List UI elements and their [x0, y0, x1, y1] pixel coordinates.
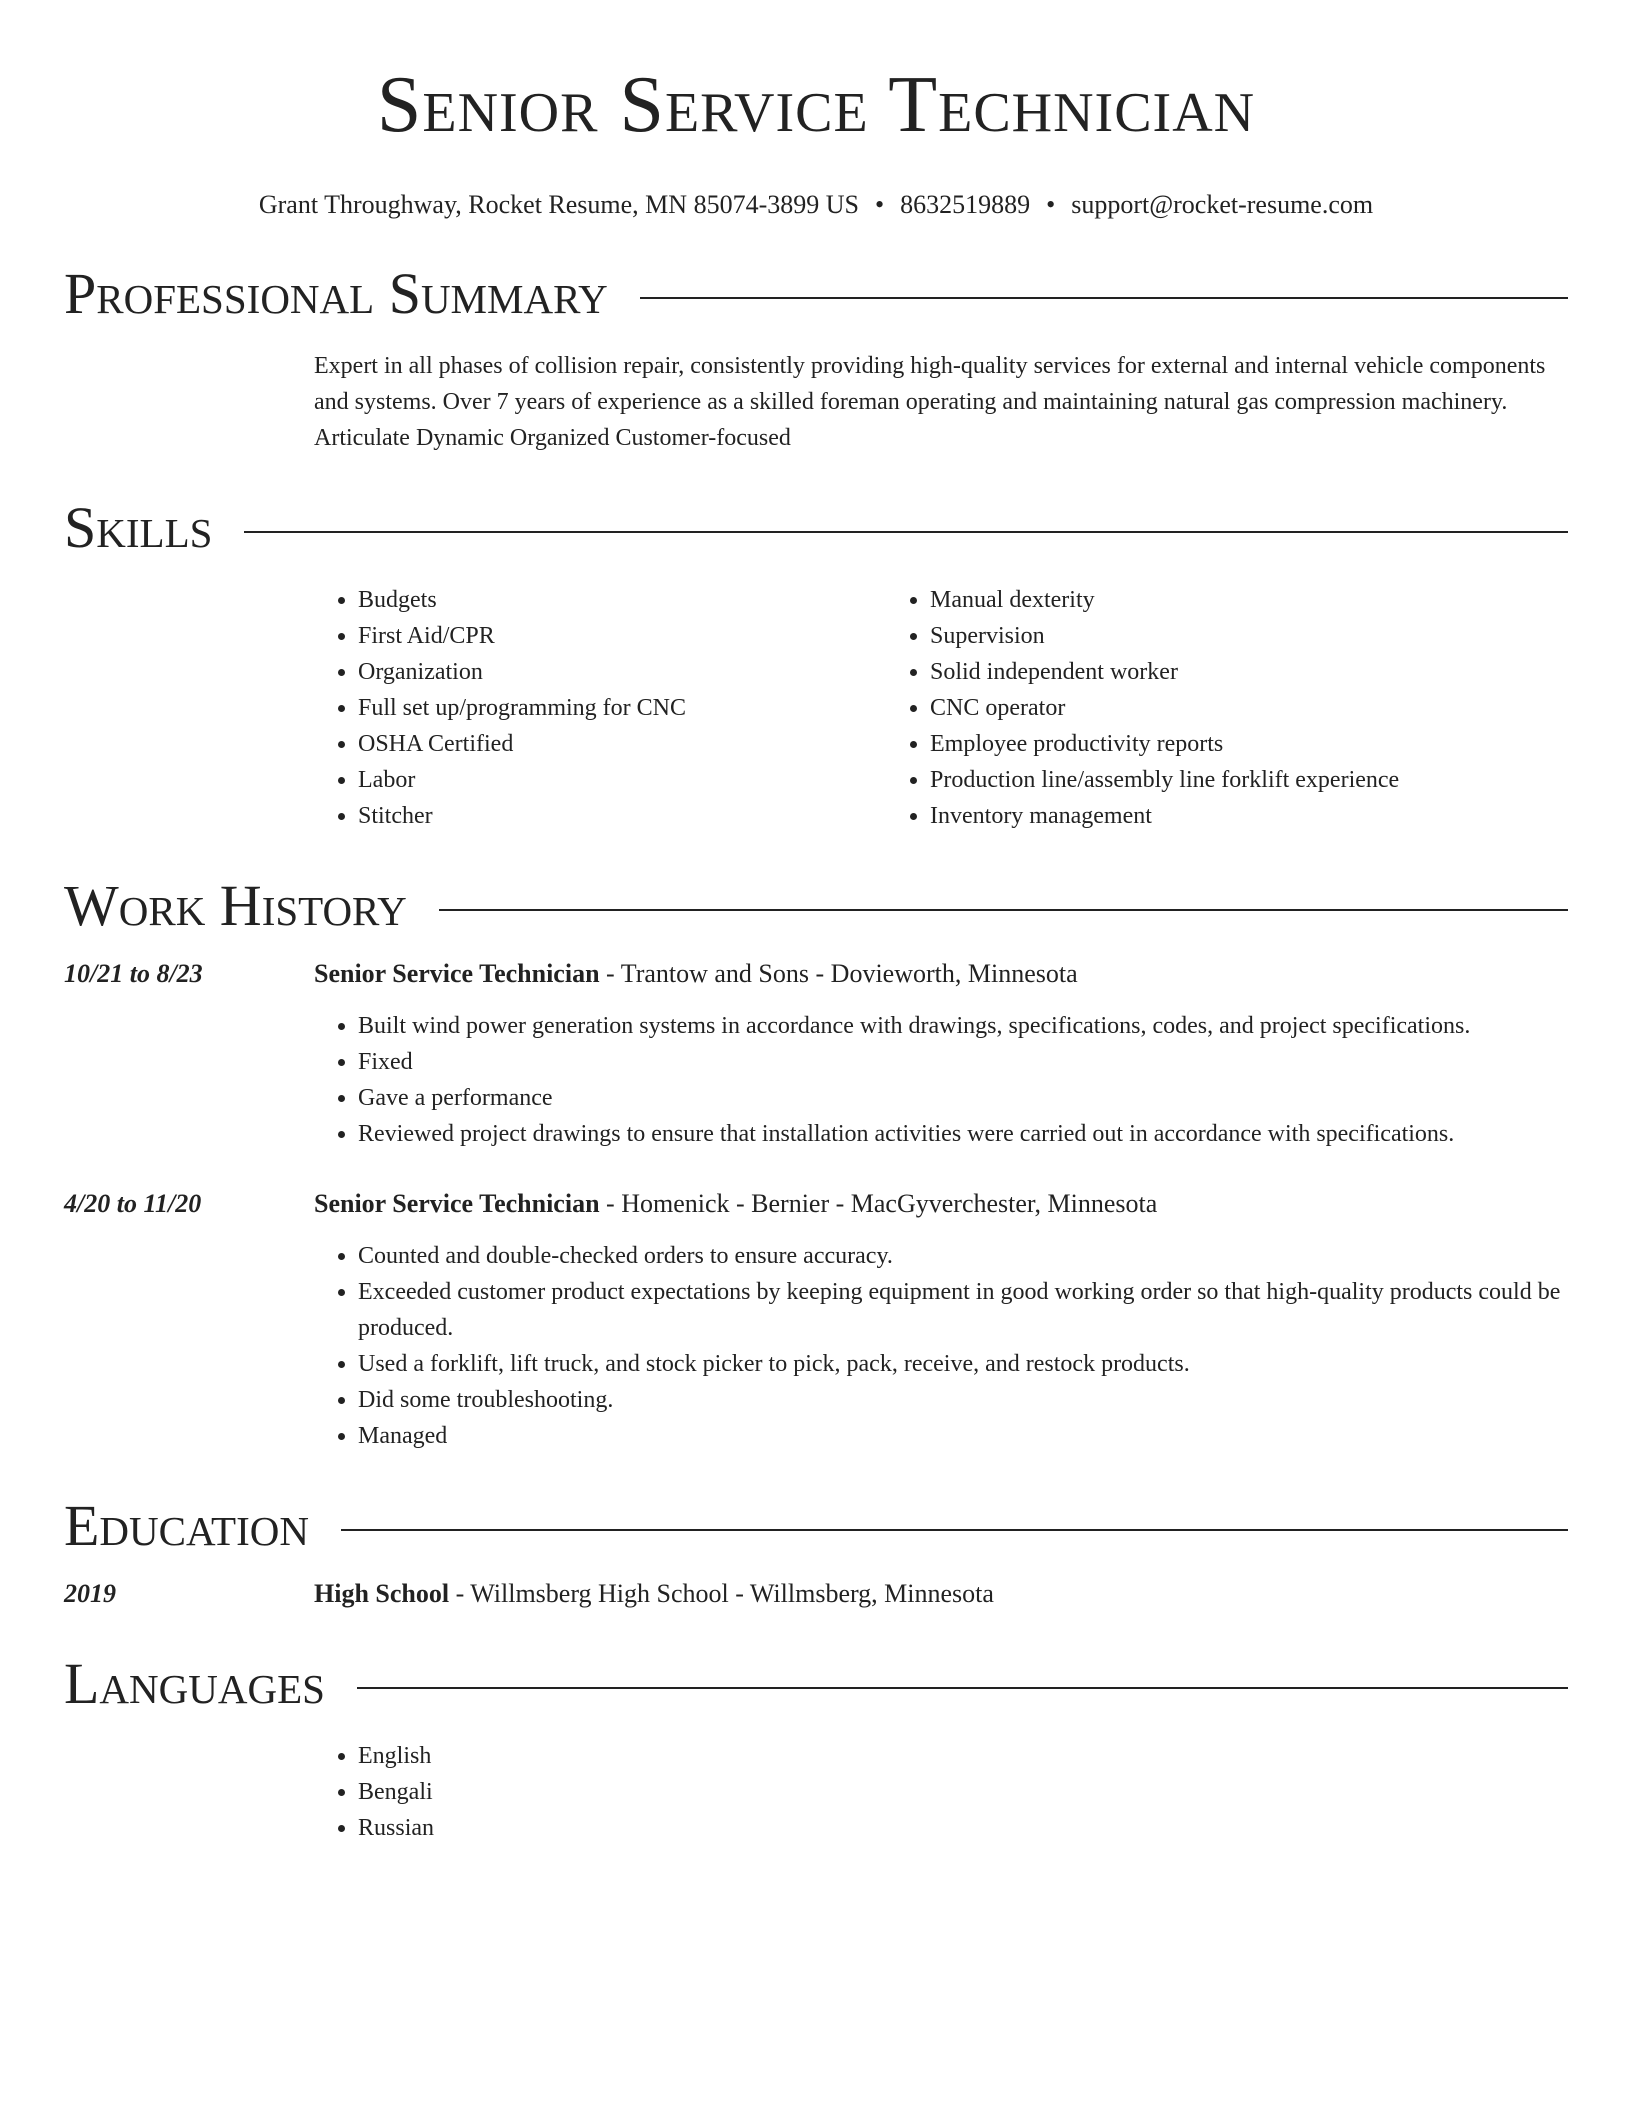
job-title: Senior Service Technician	[314, 959, 600, 988]
education-year: 2019	[64, 1579, 116, 1608]
job-bullet: • Counted and double-checked orders to ensure accuracy.	[358, 1238, 1568, 1274]
skill-item: • Production line/assembly line forklift experience	[930, 762, 1458, 798]
resume-name-title: Senior Service Technician	[376, 61, 1256, 149]
skill-item: • Inventory management	[930, 798, 1458, 834]
skills-column-right	[886, 582, 1458, 834]
section-title-education: Education	[64, 1493, 309, 1558]
contact-separator: •	[1046, 190, 1056, 219]
section-title-summary: Professional Summary	[64, 261, 608, 326]
job-heading	[314, 956, 1078, 992]
job-employer: - Trantow and Sons - Dovieworth, Minnesota	[599, 959, 1078, 988]
education-school: - Willmsberg High School - Willmsberg, Minnesota	[449, 1579, 994, 1608]
skills-column-left	[314, 582, 886, 834]
job-bullet: • Managed	[358, 1418, 1568, 1454]
section-rule	[439, 909, 1568, 911]
section-rule	[640, 297, 1568, 299]
section-header-skills	[64, 496, 1568, 560]
language-item: • Bengali	[358, 1774, 1568, 1810]
skill-item: • CNC operator	[930, 690, 1458, 726]
education-heading	[314, 1576, 994, 1612]
skill-item: • Labor	[358, 762, 886, 798]
languages-bullet-list	[314, 1738, 1568, 1846]
section-header-languages	[64, 1652, 1568, 1716]
job-heading	[314, 1186, 1157, 1222]
section-rule	[341, 1529, 1568, 1531]
skill-item: • Manual dexterity	[930, 582, 1458, 618]
job-bullet: • Used a forklift, lift truck, and stock picker to pick, pack, receive, and restock products.	[358, 1346, 1568, 1382]
skill-item: • Solid independent worker	[930, 654, 1458, 690]
summary-text: Expert in all phases of collision repair, consistently providing high-quality services for external and internal vehicle components and systems. Over 7 years of experience as a skilled foreman operating and maintaining natural gas compression machinery. Articulate Dynamic Organized Customer-focused	[314, 353, 1546, 451]
job-header	[64, 956, 1568, 992]
contact-separator: •	[874, 190, 885, 219]
job-bullet: • Fixed	[358, 1044, 1568, 1080]
skill-item: • OSHA Certified	[358, 726, 886, 762]
language-item: • English	[358, 1738, 1568, 1774]
job-bullets	[314, 1238, 1568, 1454]
skill-item: • Budgets	[358, 582, 886, 618]
section-header-summary	[64, 262, 1568, 326]
job-bullet: • Exceeded customer product expectations by keeping equipment in good working order so that high-quality products could be produced.	[358, 1274, 1568, 1346]
job-bullet-list	[314, 1008, 1568, 1152]
skills-list	[314, 582, 1568, 834]
section-rule	[244, 531, 1568, 533]
contact-phone: 8632519889	[900, 190, 1031, 219]
section-title-work: Work History	[64, 873, 407, 938]
job-bullet: • Gave a performance	[358, 1080, 1568, 1116]
section-title-languages: Languages	[64, 1651, 325, 1716]
section-rule	[357, 1687, 1568, 1689]
job-employer: - Homenick - Bernier - MacGyverchester, Minnesota	[599, 1189, 1158, 1218]
education-degree: High School	[314, 1579, 450, 1608]
contact-email: support@rocket-resume.com	[1071, 190, 1374, 219]
job-bullets	[314, 1008, 1568, 1152]
job-title: Senior Service Technician	[314, 1189, 600, 1218]
section-header-work	[64, 874, 1568, 938]
skill-item: • Full set up/programming for CNC	[358, 690, 886, 726]
job-bullet-list	[314, 1238, 1568, 1454]
skill-item: • Stitcher	[358, 798, 886, 834]
skill-item: • Employee productivity reports	[930, 726, 1458, 762]
contact-address: Grant Throughway, Rocket Resume, MN 85074-3899 US	[258, 190, 859, 219]
skill-item: • Supervision	[930, 618, 1458, 654]
job-bullet: • Built wind power generation systems in accordance with drawings, specifications, codes, and project specifications.	[358, 1008, 1568, 1044]
education-entry	[64, 1576, 1568, 1612]
skill-item: • Organization	[358, 654, 886, 690]
job-dates: 10/21 to 8/23	[64, 959, 203, 988]
job-dates: 4/20 to 11/20	[64, 1189, 202, 1218]
section-header-education	[64, 1494, 1568, 1558]
languages-list	[314, 1738, 1568, 1846]
job-header	[64, 1186, 1568, 1222]
language-item: • Russian	[358, 1810, 1568, 1846]
job-bullet: • Reviewed project drawings to ensure that installation activities were carried out in accordance with specifications.	[358, 1116, 1568, 1152]
section-title-skills: Skills	[64, 495, 213, 560]
job-entry	[64, 956, 1568, 1152]
job-entry	[64, 1186, 1568, 1454]
skill-item: • First Aid/CPR	[358, 618, 886, 654]
job-bullet: • Did some troubleshooting.	[358, 1382, 1568, 1418]
contact-line	[64, 188, 1568, 222]
